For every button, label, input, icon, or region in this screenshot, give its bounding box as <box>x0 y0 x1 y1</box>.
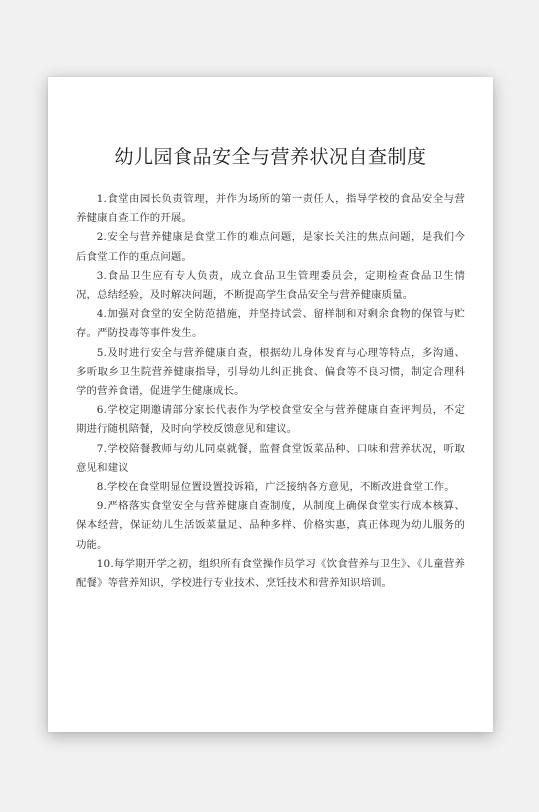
document-title: 幼儿园食品安全与营养状况自查制度 <box>114 146 427 168</box>
paragraph-6: 6.学校定期邀请部分家长代表作为学校食堂安全与营养健康自查评判员，不定期进行随机陪餐，及时向学校反馈意见和建议。 <box>76 404 465 436</box>
paragraph-4: 4.加强对食堂的安全防范措施，并坚持试尝、留样制和对剩余食物的保管与贮存。严防投毒等事件发生。 <box>76 308 465 340</box>
paragraph-9: 9.严格落实食堂安全与营养健康自查制度，从制度上确保食堂实行成本核算、保本经营，保证幼儿生活饭菜量足、品种多样、价格实惠，真正体现为幼儿服务的功能。 <box>76 500 465 551</box>
paragraph-10: 10.每学期开学之初，组织所有食堂操作员学习《饮食营养与卫生》、《儿童营养配餐》等营养知识，学校进行专业技术、烹饪技术和营养知识培训。 <box>76 557 465 590</box>
paragraph-5: 5.及时进行安全与营养健康自查，根据幼儿身体发育与心理等特点，多沟通、多听取乡卫生院营养健康指导，引导幼儿纠正挑食、偏食等不良习惯，制定合理科学的营养食谱，促进学生健康成长。 <box>76 346 465 398</box>
paragraph-2: 2.安全与营养健康是食堂工作的难点问题，是家长关注的焦点问题，是我们今后食堂工作的重点问题。 <box>76 231 465 263</box>
document-body <box>76 190 465 593</box>
document-page <box>48 77 493 732</box>
paragraph-3: 3.食品卫生应有专人负责，成立食品卫生管理委员会，定期检查食品卫生情况，总结经验，及时解决问题，不断提高学生食品安全与营养健康质量。 <box>76 269 465 302</box>
paragraph-1: 1.食堂由园长负责管理，并作为场所的第一责任人，指导学校的食品安全与营养健康自查工作的开展。 <box>76 193 465 225</box>
paragraph-8: 8.学校在食堂明显位置设置投诉箱，广泛接纳各方意见，不断改进食堂工作。 <box>96 481 455 494</box>
paragraph-7: 7.学校陪餐教师与幼儿同桌就餐，监督食堂饭菜品种、口味和营养状况，听取意见和建议 <box>76 442 465 474</box>
